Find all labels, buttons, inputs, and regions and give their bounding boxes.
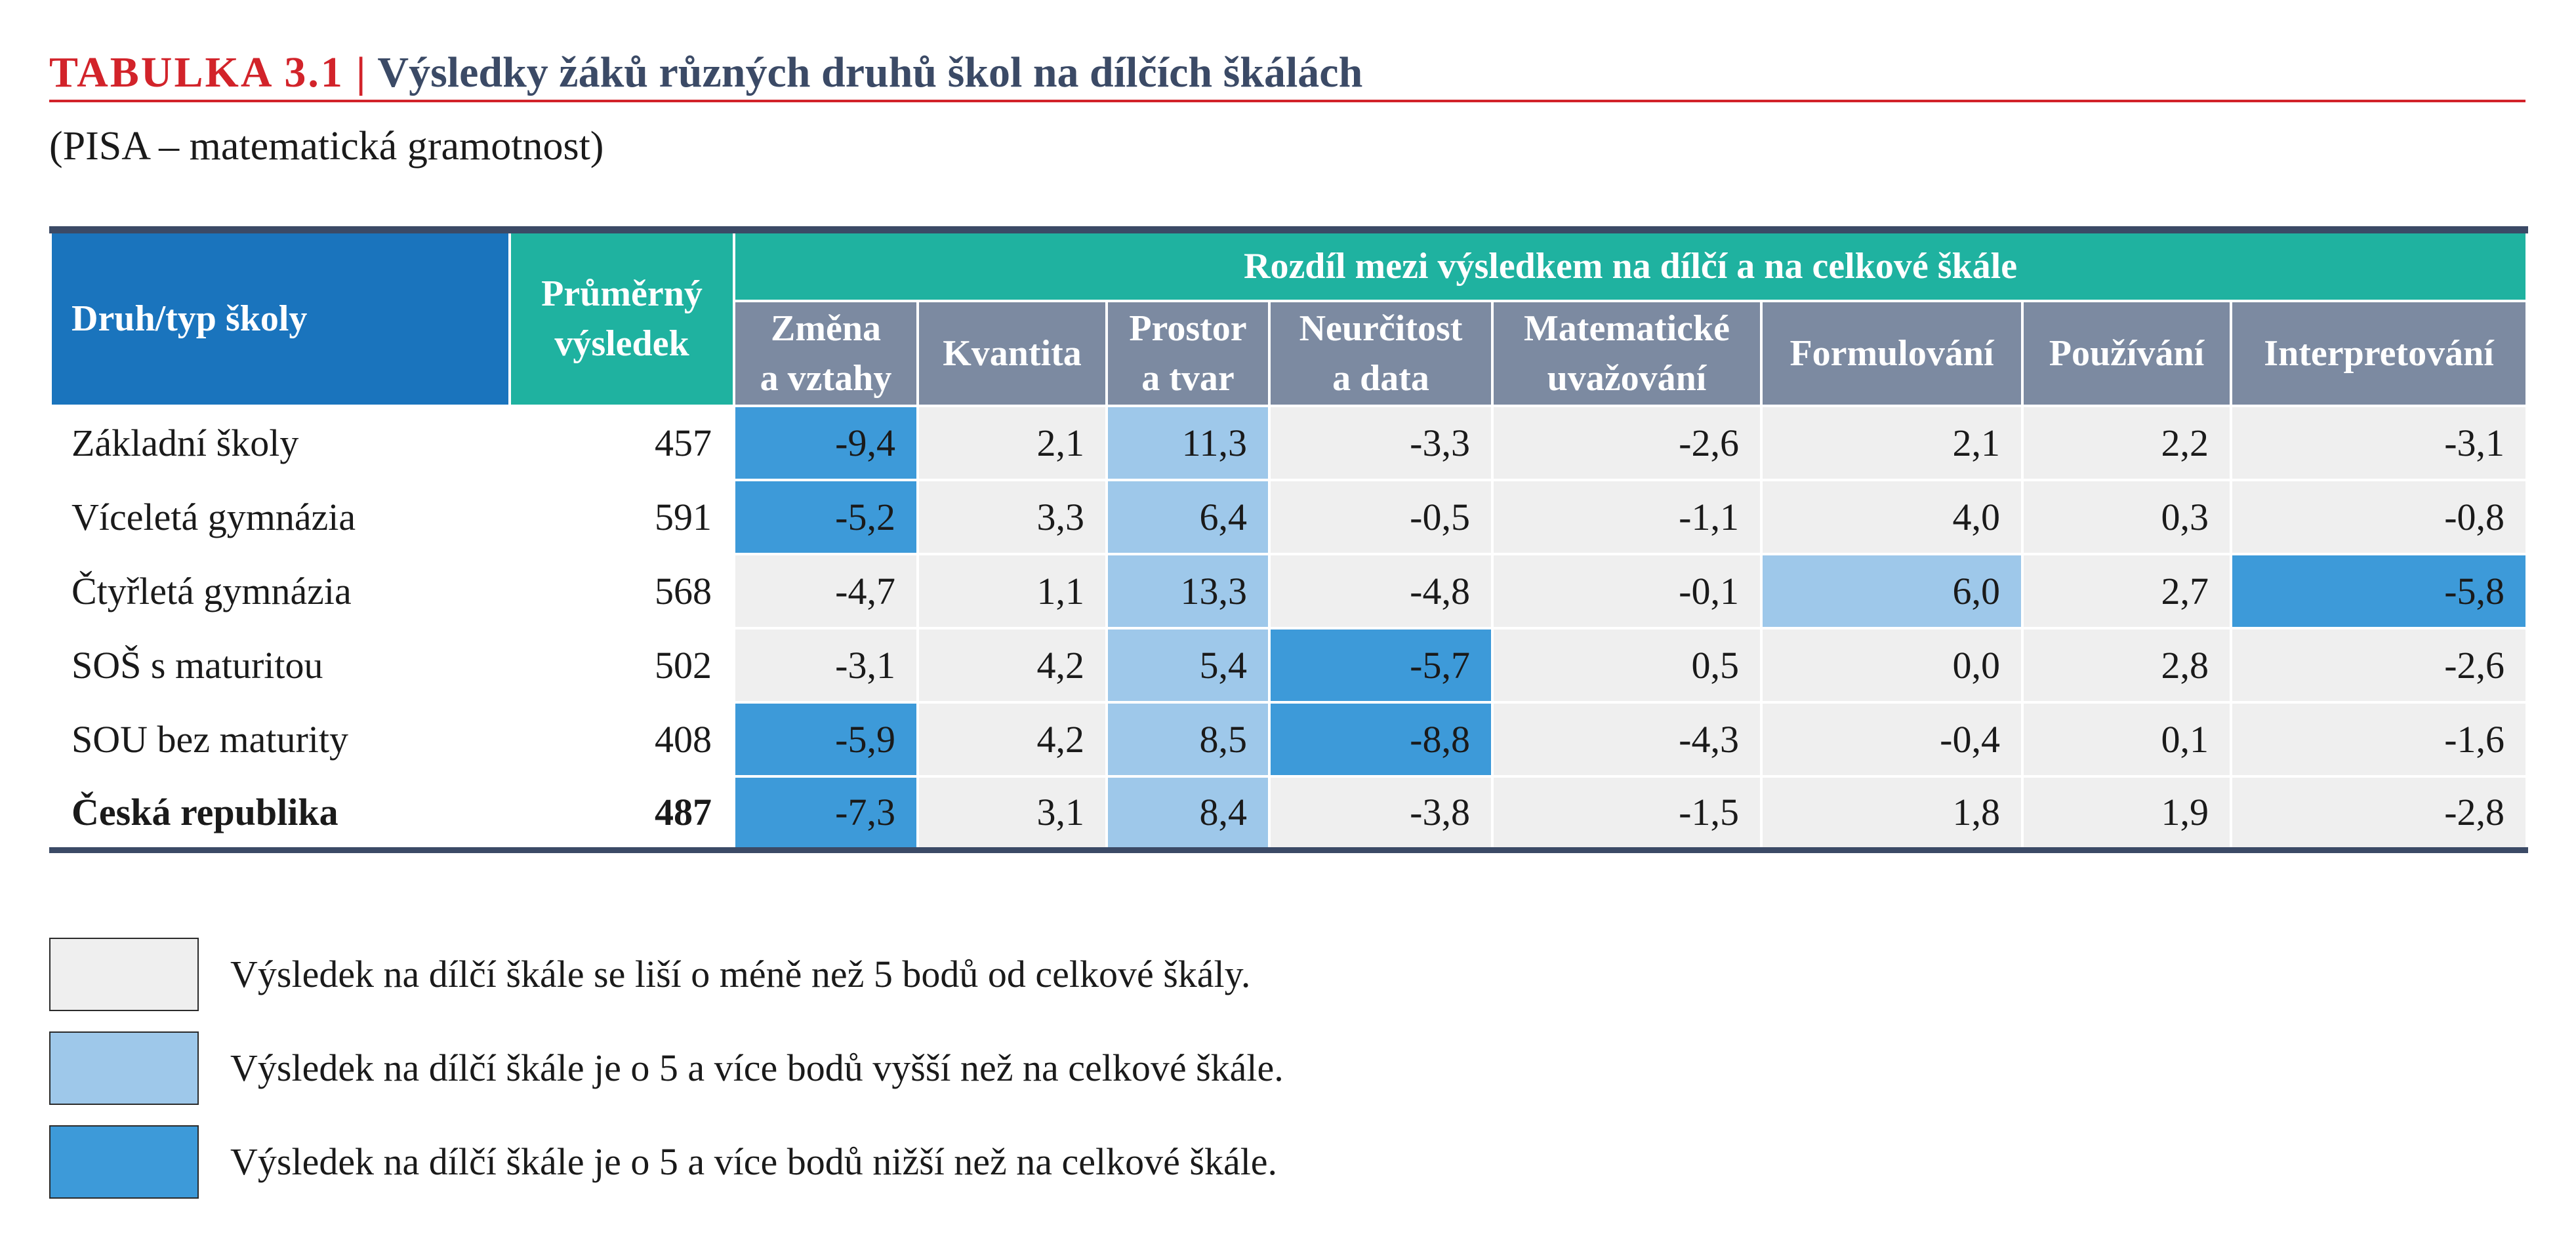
value-cell: 4,2 — [918, 702, 1107, 776]
value-cell: -0,5 — [1269, 480, 1492, 554]
value-cell: 13,3 — [1107, 554, 1269, 628]
legend-text-lower: Výsledek na dílčí škále je o 5 a více bodů nižší než na celkové škále. — [230, 1140, 1278, 1183]
column-header-line1: Interpretování — [2264, 332, 2494, 374]
legend-swatch-lower — [49, 1125, 199, 1199]
value-cell: 0,3 — [2022, 480, 2231, 554]
value-cell: 1,9 — [2022, 776, 2231, 850]
value-cell: -1,5 — [1492, 776, 1761, 850]
value-cell: 2,1 — [1761, 406, 2022, 480]
average-score: 457 — [510, 406, 734, 480]
column-header-kvantita — [918, 301, 1107, 406]
value-cell: -3,1 — [2231, 406, 2527, 480]
column-header-neurcitost-a-data — [1269, 301, 1492, 406]
school-name: Čtyřletá gymnázia — [51, 554, 510, 628]
column-header-line1: Matematické — [1523, 308, 1730, 349]
column-header-line1: Změna — [771, 308, 881, 349]
value-cell: -5,8 — [2231, 554, 2527, 628]
average-score: 487 — [510, 776, 734, 850]
column-header-line1: Kvantita — [943, 332, 1082, 374]
header-row-group — [51, 230, 2527, 301]
column-header-matematicke-uvazovani — [1492, 301, 1761, 406]
column-header-formulovani — [1761, 301, 2022, 406]
value-cell: 2,8 — [2022, 628, 2231, 702]
column-header-line2: a vztahy — [760, 357, 892, 399]
value-cell: 2,1 — [918, 406, 1107, 480]
value-cell: 0,1 — [2022, 702, 2231, 776]
column-group-header-difference: Rozdíl mezi výsledkem na dílčí a na celkové škále — [734, 230, 2527, 301]
value-cell: 8,4 — [1107, 776, 1269, 850]
value-cell: 1,8 — [1761, 776, 2022, 850]
table-row — [51, 554, 2527, 628]
column-header-line1: Neurčitost — [1299, 308, 1463, 349]
table-title — [49, 46, 2525, 102]
column-header-line2: a data — [1332, 357, 1429, 399]
value-cell: 6,0 — [1761, 554, 2022, 628]
value-cell: -4,8 — [1269, 554, 1492, 628]
column-header-average — [510, 230, 734, 406]
column-header-line1: Používání — [2049, 332, 2205, 374]
column-header-prostor-a-tvar — [1107, 301, 1269, 406]
table-title-text: Výsledky žáků různých druhů škol na dílčích škálách — [377, 49, 1363, 96]
value-cell: -1,6 — [2231, 702, 2527, 776]
value-cell: -2,6 — [2231, 628, 2527, 702]
value-cell: -5,9 — [734, 702, 918, 776]
table-row — [51, 702, 2527, 776]
average-score: 502 — [510, 628, 734, 702]
value-cell: 0,0 — [1761, 628, 2022, 702]
average-score: 408 — [510, 702, 734, 776]
legend-text-higher: Výsledek na dílčí škále je o 5 a více bodů vyšší než na celkové škále. — [230, 1047, 1284, 1089]
school-name: Víceletá gymnázia — [51, 480, 510, 554]
value-cell: -4,3 — [1492, 702, 1761, 776]
value-cell: -3,3 — [1269, 406, 1492, 480]
table-row-total — [51, 776, 2527, 850]
value-cell: -9,4 — [734, 406, 918, 480]
value-cell: -5,2 — [734, 480, 918, 554]
column-header-average-line2: výsledek — [554, 323, 689, 365]
value-cell: -7,3 — [734, 776, 918, 850]
value-cell: 6,4 — [1107, 480, 1269, 554]
column-header-zmena-a-vztahy — [734, 301, 918, 406]
value-cell: 1,1 — [918, 554, 1107, 628]
school-name: SOŠ s maturitou — [51, 628, 510, 702]
title-separator: | — [356, 49, 366, 96]
legend-swatch-neutral — [49, 938, 199, 1011]
value-cell: 4,2 — [918, 628, 1107, 702]
school-name: SOU bez maturity — [51, 702, 510, 776]
column-header-line1: Formulování — [1789, 332, 1994, 374]
value-cell: -0,8 — [2231, 480, 2527, 554]
column-header-interpretovani — [2231, 301, 2527, 406]
column-header-line2: a tvar — [1141, 357, 1235, 399]
column-header-pouzivani — [2022, 301, 2231, 406]
value-cell: -2,8 — [2231, 776, 2527, 850]
value-cell: 2,7 — [2022, 554, 2231, 628]
school-name: Česká republika — [51, 776, 510, 850]
value-cell: 5,4 — [1107, 628, 1269, 702]
value-cell: -0,1 — [1492, 554, 1761, 628]
value-cell: 2,2 — [2022, 406, 2231, 480]
column-header-school: Druh/typ školy — [51, 230, 510, 406]
table-row — [51, 406, 2527, 480]
value-cell: 3,3 — [918, 480, 1107, 554]
value-cell: 4,0 — [1761, 480, 2022, 554]
column-header-line2: uvažování — [1547, 357, 1707, 399]
value-cell: -1,1 — [1492, 480, 1761, 554]
results-table — [49, 226, 2528, 853]
legend-swatch-higher — [49, 1031, 199, 1105]
table-subtitle: (PISA – matematická gramotnost) — [49, 124, 604, 169]
value-cell: -8,8 — [1269, 702, 1492, 776]
table-row — [51, 628, 2527, 702]
average-score: 591 — [510, 480, 734, 554]
value-cell: 8,5 — [1107, 702, 1269, 776]
value-cell: -2,6 — [1492, 406, 1761, 480]
school-name: Základní školy — [51, 406, 510, 480]
value-cell: -4,7 — [734, 554, 918, 628]
value-cell: -3,8 — [1269, 776, 1492, 850]
value-cell: 11,3 — [1107, 406, 1269, 480]
value-cell: 3,1 — [918, 776, 1107, 850]
average-score: 568 — [510, 554, 734, 628]
value-cell: 0,5 — [1492, 628, 1761, 702]
table-row — [51, 480, 2527, 554]
legend-text-neutral: Výsledek na dílčí škále se liší o méně než 5 bodů od celkové škály. — [230, 953, 1251, 995]
column-header-average-line1: Průměrný — [541, 273, 703, 315]
value-cell: -5,7 — [1269, 628, 1492, 702]
column-header-line1: Prostor — [1129, 308, 1247, 349]
value-cell: -0,4 — [1761, 702, 2022, 776]
table-label: TABULKA 3.1 — [49, 49, 344, 96]
value-cell: -3,1 — [734, 628, 918, 702]
